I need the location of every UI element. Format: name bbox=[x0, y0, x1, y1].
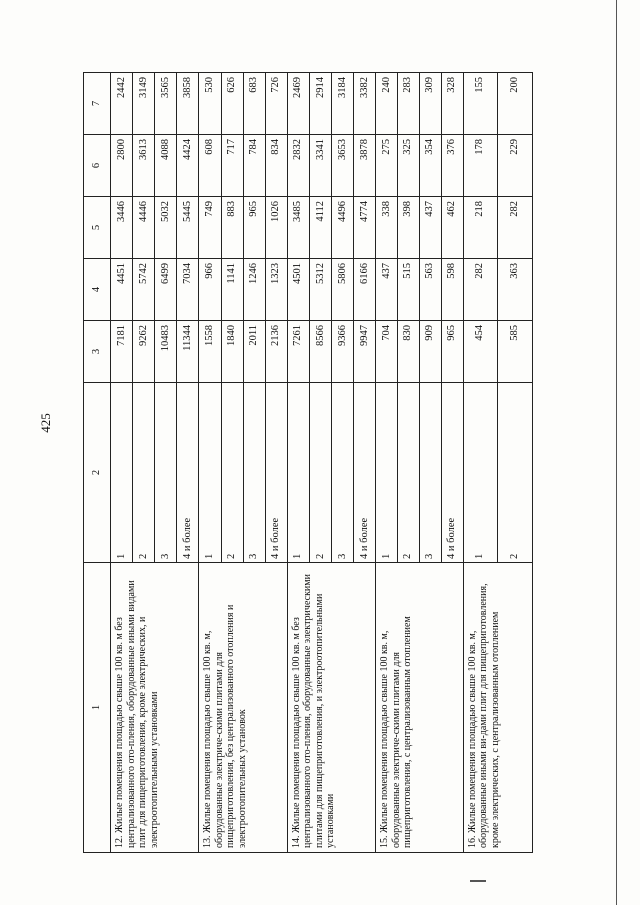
value-cell-v7: 200 bbox=[498, 73, 533, 135]
value-cell-v5: 437 bbox=[419, 197, 441, 259]
value-cell-v5: 282 bbox=[498, 197, 533, 259]
value-cell-v7: 3565 bbox=[155, 73, 177, 135]
value-cell-v6: 178 bbox=[463, 135, 498, 197]
value-cell-v3: 8566 bbox=[309, 321, 331, 383]
tariff-table bbox=[83, 72, 533, 853]
value-cell-v7: 3149 bbox=[133, 73, 155, 135]
value-cell-v7: 3382 bbox=[354, 73, 376, 135]
category-description: 13. Жилые помещения площадью свыше 100 кв. м, оборудованные электриче-скими плитами для пищеприготовления, без централизованного отопления и электроотопительных установок bbox=[199, 563, 287, 853]
value-cell-v7: 155 bbox=[463, 73, 498, 135]
value-cell-v3: 7181 bbox=[111, 321, 133, 383]
value-cell-v3: 2136 bbox=[265, 321, 287, 383]
value-cell-v6: 3341 bbox=[309, 135, 331, 197]
value-cell-v6: 608 bbox=[199, 135, 221, 197]
value-cell-v5: 883 bbox=[221, 197, 243, 259]
rooms-count-cell: 3 bbox=[243, 383, 265, 563]
value-cell-v5: 4446 bbox=[133, 197, 155, 259]
value-cell-v4: 563 bbox=[419, 259, 441, 321]
category-description: 15. Жилые помещения площадью свыше 100 кв. м, оборудованные электриче-скими плитами для пищеприготовления, с централизованным отоплением bbox=[376, 563, 463, 853]
header-cell-1: 1 bbox=[84, 563, 111, 853]
value-cell-v7: 309 bbox=[419, 73, 441, 135]
value-cell-v5: 965 bbox=[243, 197, 265, 259]
value-cell-v4: 1246 bbox=[243, 259, 265, 321]
value-cell-v5: 338 bbox=[376, 197, 398, 259]
rooms-count-cell: 2 bbox=[309, 383, 331, 563]
value-cell-v6: 354 bbox=[419, 135, 441, 197]
value-cell-v6: 2832 bbox=[287, 135, 309, 197]
value-cell-v4: 5806 bbox=[332, 259, 354, 321]
value-cell-v3: 11344 bbox=[177, 321, 199, 383]
value-cell-v7: 283 bbox=[398, 73, 420, 135]
value-cell-v4: 4451 bbox=[111, 259, 133, 321]
value-cell-v5: 749 bbox=[199, 197, 221, 259]
header-row bbox=[84, 73, 111, 853]
value-cell-v3: 10483 bbox=[155, 321, 177, 383]
value-cell-v5: 5032 bbox=[155, 197, 177, 259]
value-cell-v5: 218 bbox=[463, 197, 498, 259]
value-cell-v7: 683 bbox=[243, 73, 265, 135]
rooms-count-cell: 4 и более bbox=[177, 383, 199, 563]
value-cell-v4: 363 bbox=[498, 259, 533, 321]
value-cell-v7: 2469 bbox=[287, 73, 309, 135]
value-cell-v7: 3184 bbox=[332, 73, 354, 135]
table-row bbox=[111, 73, 133, 853]
rotated-table-container bbox=[83, 73, 533, 853]
value-cell-v4: 437 bbox=[376, 259, 398, 321]
value-cell-v3: 1840 bbox=[221, 321, 243, 383]
rooms-count-cell: 1 bbox=[463, 383, 498, 563]
value-cell-v5: 4496 bbox=[332, 197, 354, 259]
value-cell-v3: 9366 bbox=[332, 321, 354, 383]
header-cell-6: 6 bbox=[84, 135, 111, 197]
value-cell-v6: 4424 bbox=[177, 135, 199, 197]
value-cell-v3: 1558 bbox=[199, 321, 221, 383]
value-cell-v3: 9262 bbox=[133, 321, 155, 383]
scan-artifact bbox=[470, 880, 486, 882]
value-cell-v5: 462 bbox=[441, 197, 463, 259]
value-cell-v6: 784 bbox=[243, 135, 265, 197]
value-cell-v6: 229 bbox=[498, 135, 533, 197]
value-cell-v3: 454 bbox=[463, 321, 498, 383]
value-cell-v4: 5312 bbox=[309, 259, 331, 321]
header-cell-3: 3 bbox=[84, 321, 111, 383]
value-cell-v7: 626 bbox=[221, 73, 243, 135]
value-cell-v3: 965 bbox=[441, 321, 463, 383]
value-cell-v6: 275 bbox=[376, 135, 398, 197]
value-cell-v5: 3446 bbox=[111, 197, 133, 259]
rooms-count-cell: 1 bbox=[287, 383, 309, 563]
value-cell-v4: 4501 bbox=[287, 259, 309, 321]
rooms-count-cell: 2 bbox=[498, 383, 533, 563]
value-cell-v3: 2011 bbox=[243, 321, 265, 383]
rooms-count-cell: 4 и более bbox=[354, 383, 376, 563]
scan-edge-line bbox=[616, 0, 617, 905]
value-cell-v6: 2800 bbox=[111, 135, 133, 197]
value-cell-v4: 1141 bbox=[221, 259, 243, 321]
value-cell-v4: 7034 bbox=[177, 259, 199, 321]
value-cell-v3: 7261 bbox=[287, 321, 309, 383]
rooms-count-cell: 1 bbox=[199, 383, 221, 563]
value-cell-v6: 834 bbox=[265, 135, 287, 197]
value-cell-v5: 4112 bbox=[309, 197, 331, 259]
rooms-count-cell: 3 bbox=[155, 383, 177, 563]
value-cell-v4: 6166 bbox=[354, 259, 376, 321]
value-cell-v5: 1026 bbox=[265, 197, 287, 259]
category-description: 12. Жилые помещения площадью свыше 100 кв. м без централизованного ото-пления, оборудованные иными видами плит для пищеприготовления, кроме электрических, и электроотопительными установками bbox=[111, 563, 199, 853]
value-cell-v6: 376 bbox=[441, 135, 463, 197]
rooms-count-cell: 1 bbox=[376, 383, 398, 563]
rooms-count-cell: 4 и более bbox=[441, 383, 463, 563]
table-row bbox=[463, 73, 498, 853]
rooms-count-cell: 4 и более bbox=[265, 383, 287, 563]
category-description: 16. Жилые помещения площадью свыше 100 кв. м, оборудованные иными ви-дами плит для пищеприготовления, кроме электрических, с централизованным отоплением bbox=[463, 563, 533, 853]
value-cell-v3: 9947 bbox=[354, 321, 376, 383]
value-cell-v6: 325 bbox=[398, 135, 420, 197]
value-cell-v3: 585 bbox=[498, 321, 533, 383]
value-cell-v6: 3613 bbox=[133, 135, 155, 197]
value-cell-v4: 6499 bbox=[155, 259, 177, 321]
rooms-count-cell: 3 bbox=[419, 383, 441, 563]
category-description: 14. Жилые помещения площадью свыше 100 кв. м без централизованного ото-пления, оборудованные электрическими плитами для пищеприготовления, и электроотопительными установками bbox=[287, 563, 375, 853]
value-cell-v7: 3858 bbox=[177, 73, 199, 135]
value-cell-v5: 3485 bbox=[287, 197, 309, 259]
value-cell-v4: 966 bbox=[199, 259, 221, 321]
value-cell-v3: 704 bbox=[376, 321, 398, 383]
value-cell-v7: 726 bbox=[265, 73, 287, 135]
header-cell-7: 7 bbox=[84, 73, 111, 135]
value-cell-v4: 1323 bbox=[265, 259, 287, 321]
table-row bbox=[376, 73, 398, 853]
header-cell-5: 5 bbox=[84, 197, 111, 259]
value-cell-v4: 282 bbox=[463, 259, 498, 321]
value-cell-v4: 598 bbox=[441, 259, 463, 321]
value-cell-v7: 240 bbox=[376, 73, 398, 135]
rooms-count-cell: 3 bbox=[332, 383, 354, 563]
value-cell-v4: 515 bbox=[398, 259, 420, 321]
table-row bbox=[287, 73, 309, 853]
value-cell-v7: 2914 bbox=[309, 73, 331, 135]
value-cell-v3: 830 bbox=[398, 321, 420, 383]
value-cell-v6: 717 bbox=[221, 135, 243, 197]
value-cell-v6: 3878 bbox=[354, 135, 376, 197]
value-cell-v5: 4774 bbox=[354, 197, 376, 259]
value-cell-v7: 328 bbox=[441, 73, 463, 135]
page-number: 425 bbox=[38, 413, 53, 433]
value-cell-v7: 530 bbox=[199, 73, 221, 135]
value-cell-v7: 2442 bbox=[111, 73, 133, 135]
rooms-count-cell: 1 bbox=[111, 383, 133, 563]
header-cell-2: 2 bbox=[84, 383, 111, 563]
rooms-count-cell: 2 bbox=[398, 383, 420, 563]
value-cell-v5: 398 bbox=[398, 197, 420, 259]
value-cell-v6: 3653 bbox=[332, 135, 354, 197]
header-cell-4: 4 bbox=[84, 259, 111, 321]
table-row bbox=[199, 73, 221, 853]
rooms-count-cell: 2 bbox=[221, 383, 243, 563]
value-cell-v4: 5742 bbox=[133, 259, 155, 321]
rooms-count-cell: 2 bbox=[133, 383, 155, 563]
value-cell-v3: 909 bbox=[419, 321, 441, 383]
value-cell-v5: 5445 bbox=[177, 197, 199, 259]
value-cell-v6: 4088 bbox=[155, 135, 177, 197]
